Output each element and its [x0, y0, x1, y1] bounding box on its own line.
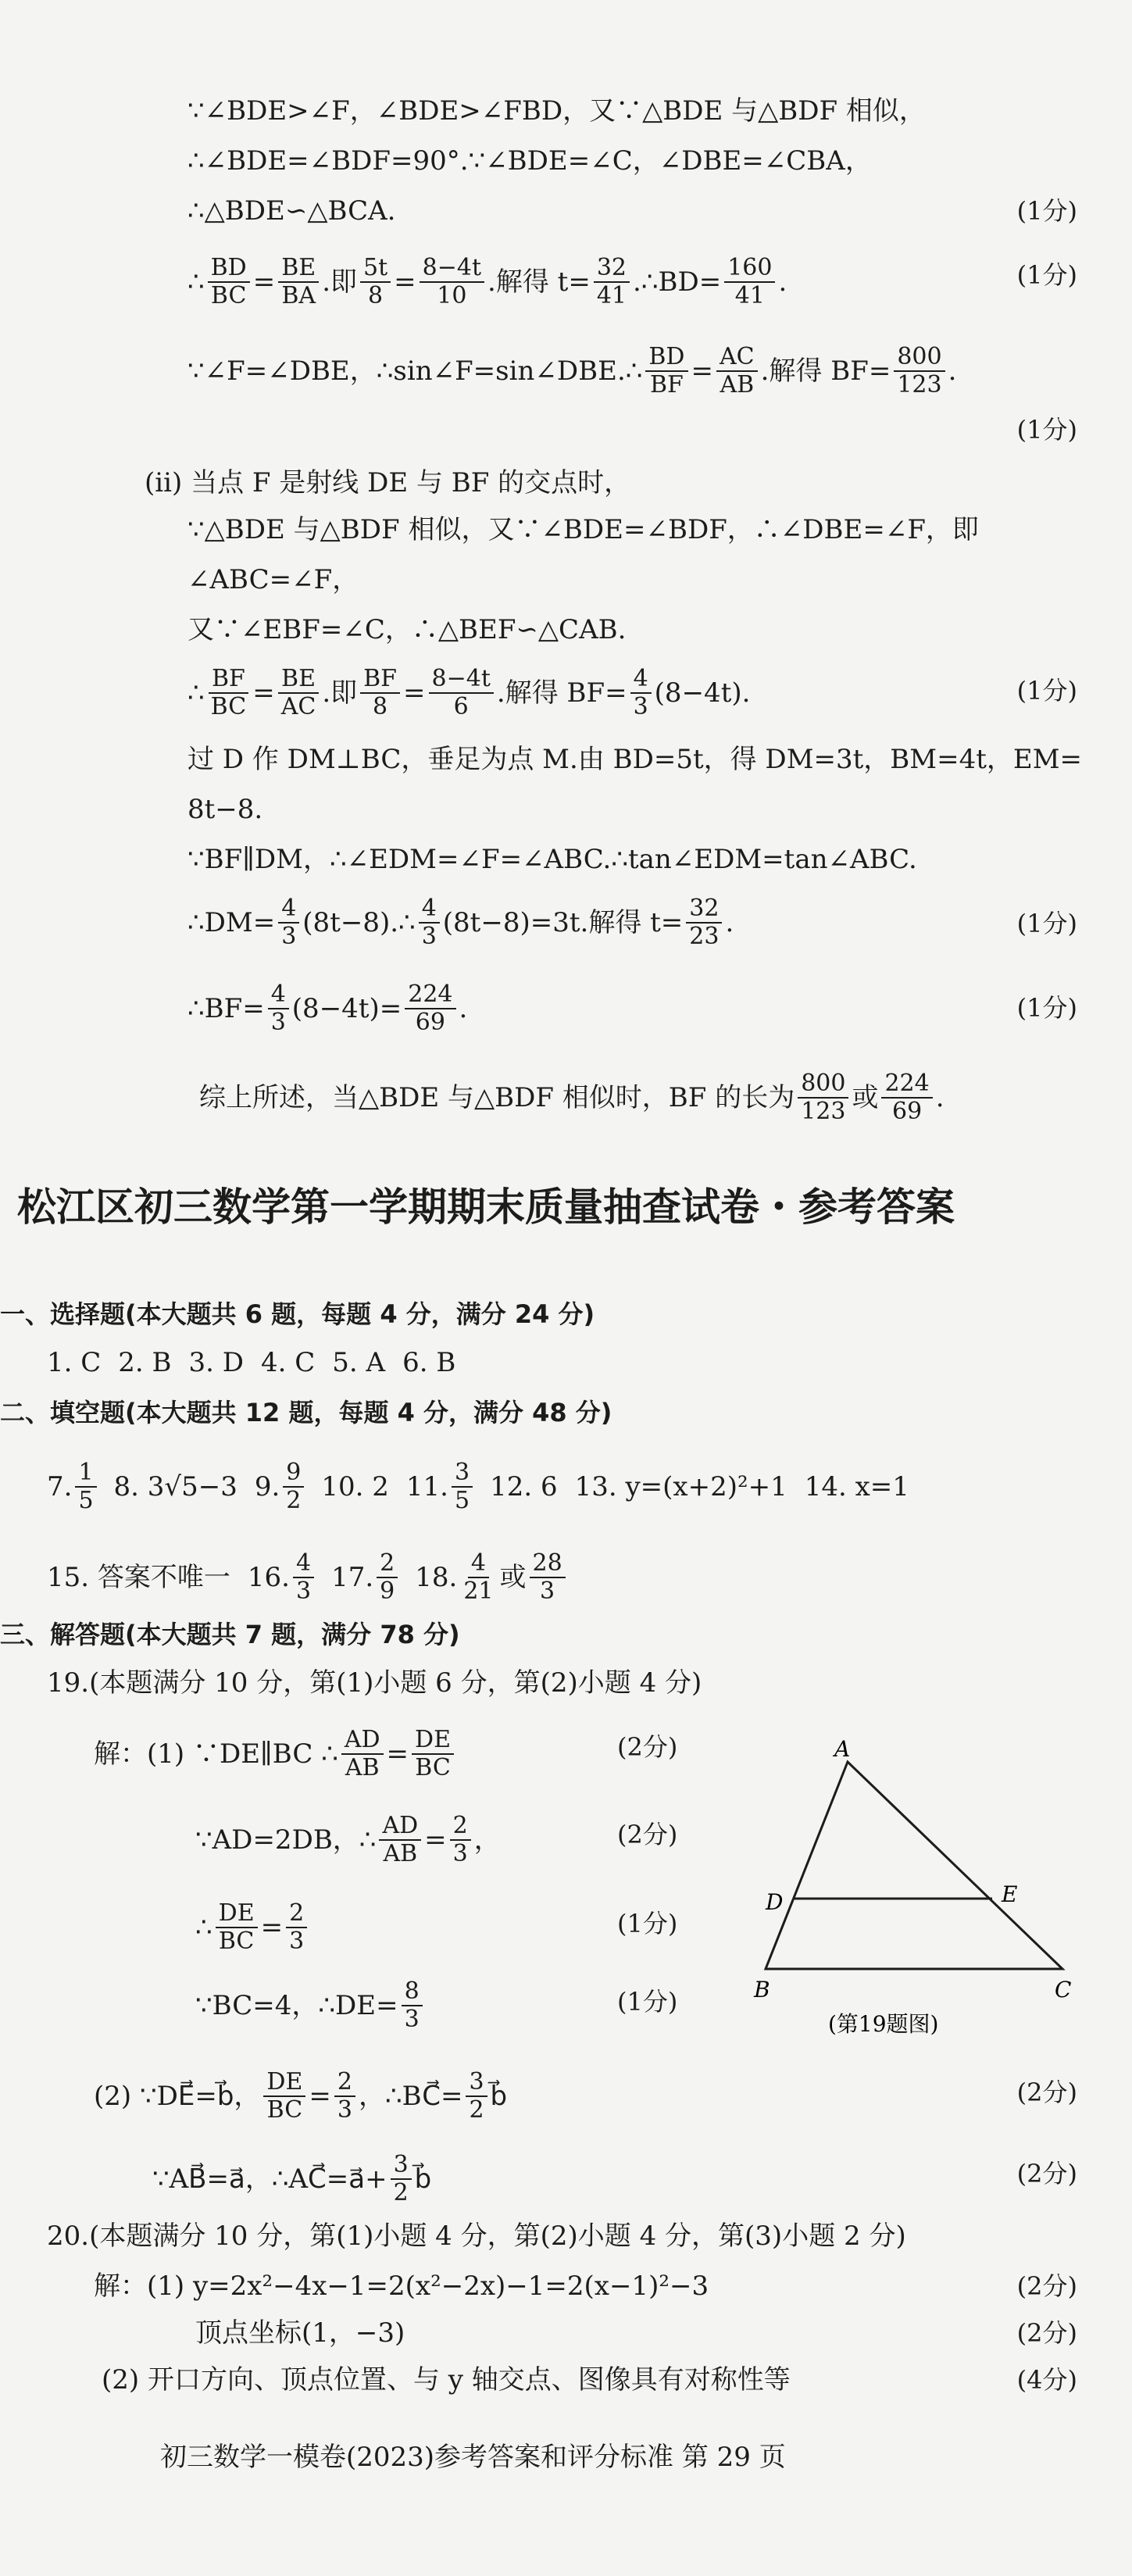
fraction: $\frac{BF}{BC}$ [208, 666, 250, 720]
answer-list [47, 1345, 473, 1380]
fraction: $\frac{8-4t}{6}$ [429, 666, 494, 720]
question-head: 19.(本题满分 10 分，第(1)小题 6 分，第(2)小题 4 分) [47, 1667, 702, 1699]
page-title: 松江区初三数学第一学期期末质量抽查试卷・参考答案 [17, 1184, 955, 1230]
text-line: 顶点坐标(1，−3) [195, 2317, 405, 2349]
summary-line: 综上所述，当△BDE 与△BDF 相似时，BF 的长为 $\frac{800}{123}$ 或 $\frac{224}{69}$ . [199, 1070, 945, 1125]
score-mark: (1分) [617, 1909, 678, 1938]
fraction: $\frac{8}{3}$ [402, 1978, 423, 2033]
section-heading: 二、填空题(本大题共 12 题，每题 4 分，满分 48 分) [0, 1398, 612, 1427]
answer-item: 3. D [188, 1347, 245, 1378]
formula-line: ∴DM= $\frac{4}{3}$ (8t−8).∴ $\frac{4}{3}$ (8t−8)=3t.解得 t= $\frac{32}{23}$ . [187, 895, 734, 950]
page-footer: 初三数学一模卷(2023)参考答案和评分标准 第 29 页 [160, 2442, 786, 2473]
formula-line: ∵AB⃗=a⃗，∴AC⃗=a⃗+ $\frac{3}{2}$ b⃗ [152, 2151, 432, 2206]
text-line: (2) 开口方向、顶点位置、与 y 轴交点、图像具有对称性等 [102, 2364, 791, 2396]
fraction: $\frac{BE}{AC}$ [278, 666, 320, 720]
label-a: A [834, 1736, 851, 1762]
fraction: $\frac{5t}{8}$ [360, 255, 391, 309]
answer-item: 6. B [402, 1347, 456, 1378]
fraction: $\frac{DE}{BC}$ [263, 2069, 305, 2124]
fraction: $\frac{3}{5}$ [452, 1459, 473, 1514]
formula-line: (2) ∵DE⃗=b⃗， $\frac{DE}{BC}$ = $\frac{2}{3}$ ，∴BC⃗= $\frac{3}{2}$ b⃗ [94, 2068, 508, 2124]
fraction: $\frac{3}{2}$ [466, 2069, 487, 2124]
fraction: $\frac{AC}{AB}$ [716, 344, 758, 398]
answer-item: 2. B [118, 1347, 172, 1378]
label-c: C [1055, 1977, 1072, 2003]
fraction: $\frac{4}{21}$ [463, 1549, 494, 1605]
fraction: $\frac{160}{41}$ [724, 255, 775, 309]
question-head: 20.(本题满分 10 分，第(1)小题 4 分，第(2)小题 4 分，第(3)小题 2 分) [47, 2221, 906, 2252]
score-mark: (1分) [1016, 909, 1077, 938]
score-mark: (1分) [1016, 260, 1077, 290]
fraction: $\frac{4}{3}$ [268, 981, 289, 1036]
formula-line: 解：(1) ∵DE∥BC ∴ $\frac{AD}{AB}$ = $\frac{DE}{BC}$ [94, 1727, 457, 1781]
fraction: $\frac{4}{3}$ [419, 895, 440, 950]
fraction: $\frac{4}{3}$ [278, 895, 299, 950]
text-line: 解：(1) y=2x²−4x−1=2(x²−2x)−1=2(x−1)²−3 [94, 2271, 709, 2302]
triangle-figure [734, 1735, 1094, 2047]
fraction: $\frac{DE}{BC}$ [216, 1900, 258, 1955]
fraction: $\frac{3}{2}$ [391, 2152, 412, 2206]
answer-item: 5. A [332, 1347, 386, 1378]
fraction: $\frac{4}{3}$ [630, 666, 652, 720]
fraction: $\frac{1}{5}$ [75, 1459, 96, 1514]
fraction: $\frac{DE}{BC}$ [412, 1727, 454, 1781]
fraction: $\frac{32}{23}$ [686, 895, 722, 950]
fraction: $\frac{2}{3}$ [334, 2069, 355, 2124]
fraction: $\frac{AD}{AB}$ [379, 1813, 421, 1867]
fraction: $\frac{800}{123}$ [894, 344, 945, 398]
text-line: ∴∠BDE=∠BDF=90°.∵∠BDE=∠C，∠DBE=∠CBA， [187, 145, 872, 177]
formula-line: ∴ $\frac{DE}{BC}$ = $\frac{2}{3}$ [195, 1900, 310, 1955]
answer-item: 4. C [261, 1347, 316, 1378]
text-line: 过 D 作 DM⊥BC，垂足为点 M.由 BD=5t，得 DM=3t，BM=4t，EM= [187, 744, 1082, 775]
label-e: E [1002, 1881, 1018, 1907]
score-mark: (2分) [1016, 2318, 1077, 2348]
triangle-abc [766, 1762, 1062, 1969]
score-mark: (4分) [1016, 2365, 1077, 2395]
fraction: $\frac{BD}{BF}$ [645, 344, 687, 398]
text-line: 又∵∠EBF=∠C，∴△BEF∽△CAB. [187, 614, 627, 645]
label-b: B [754, 1977, 770, 2003]
fraction: $\frac{2}{3}$ [286, 1900, 307, 1955]
formula-line: ∵BC=4，∴DE= $\frac{8}{3}$ [195, 1978, 426, 2033]
answer-list: 7. $\frac{1}{5}$ 8. 3√5−3 9. $\frac{9}{2}$ 10. 2 11. $\frac{3}{5}$ 12. 6 13. y=(x+2)²+1 14. x=1 [47, 1459, 909, 1514]
section-heading: 三、解答题(本大题共 7 题，满分 78 分) [0, 1620, 460, 1649]
fraction: $\frac{BE}{BA}$ [278, 255, 319, 309]
text-line: ∴△BDE∽△BCA. [187, 195, 396, 227]
score-mark: (1分) [1016, 676, 1077, 706]
fraction: $\frac{224}{69}$ [881, 1070, 932, 1125]
fraction: $\frac{9}{2}$ [283, 1459, 304, 1514]
formula-line: ∴BF= $\frac{4}{3}$ (8−4t)= $\frac{224}{69}$ . [187, 981, 468, 1036]
fraction: $\frac{8-4t}{10}$ [420, 255, 484, 309]
fraction: $\frac{2}{3}$ [450, 1813, 471, 1867]
fraction: $\frac{BF}{8}$ [360, 666, 400, 720]
score-mark: (2分) [1016, 2271, 1077, 2301]
text-line: ∵∠BDE>∠F，∠BDE>∠FBD，又∵△BDE 与△BDF 相似， [187, 95, 926, 127]
label-d: D [766, 1889, 784, 1915]
text-line: ∵△BDE 与△BDF 相似，又∵∠BDE=∠BDF，∴∠DBE=∠F，即 [187, 514, 979, 545]
text-line: 8t−8. [187, 794, 263, 825]
fraction: $\frac{224}{69}$ [405, 981, 455, 1036]
figure-caption: (第19题图) [828, 2011, 939, 2037]
score-mark: (2分) [1016, 2159, 1077, 2188]
formula-line: ∴ $\frac{BF}{BC}$ = $\frac{BE}{AC}$ .即 $\frac{BF}{8}$ = $\frac{8-4t}{6}$ .解得 BF= $\frac{4}{3}$ (8−4t). [187, 665, 751, 720]
formula-line: ∴ $\frac{BD}{BC}$ = $\frac{BE}{BA}$ .即 $\frac{5t}{8}$ = $\frac{8-4t}{10}$ .解得 t= $\frac{32}{41}$ .∴BD= $\frac{160}{41}$ . [187, 254, 787, 309]
score-mark: (2分) [1016, 2078, 1077, 2107]
answer-list: 15. 答案不唯一 16. $\frac{4}{3}$ 17. $\frac{2}{9}$ 18. $\frac{4}{21}$ 或 $\frac{28}{3}$ [47, 1550, 569, 1605]
fraction: $\frac{AD}{AB}$ [341, 1727, 384, 1781]
section-heading: 一、选择题(本大题共 6 题，每题 4 分，满分 24 分) [0, 1299, 595, 1329]
fraction: $\frac{800}{123}$ [798, 1070, 848, 1125]
formula-line: ∵AD=2DB，∴ $\frac{AD}{AB}$ = $\frac{2}{3}$ ， [195, 1812, 501, 1867]
score-mark: (2分) [617, 1732, 678, 1762]
answer-item: 1. C [47, 1347, 102, 1378]
text-line: (ii) 当点 F 是射线 DE 与 BF 的交点时， [145, 467, 631, 498]
fraction: $\frac{2}{9}$ [377, 1550, 398, 1605]
fraction: $\frac{32}{41}$ [594, 255, 630, 309]
score-mark: (2分) [617, 1820, 678, 1849]
score-mark: (1分) [1016, 415, 1077, 445]
formula-line: ∵∠F=∠DBE，∴sin∠F=sin∠DBE.∴ $\frac{BD}{BF}$ = $\frac{AC}{AB}$ .解得 BF= $\frac{800}{123}$ . [187, 343, 957, 398]
text-line: ∵BF∥DM，∴∠EDM=∠F=∠ABC.∴tan∠EDM=tan∠ABC. [187, 844, 917, 875]
score-mark: (1分) [1016, 196, 1077, 226]
text-line: ∠ABC=∠F， [187, 564, 359, 595]
score-mark: (1分) [617, 1987, 678, 2017]
fraction: $\frac{28}{3}$ [530, 1550, 566, 1605]
fraction: $\frac{BD}{BC}$ [208, 255, 250, 309]
score-mark: (1分) [1016, 993, 1077, 1023]
fraction: $\frac{4}{3}$ [293, 1550, 314, 1605]
